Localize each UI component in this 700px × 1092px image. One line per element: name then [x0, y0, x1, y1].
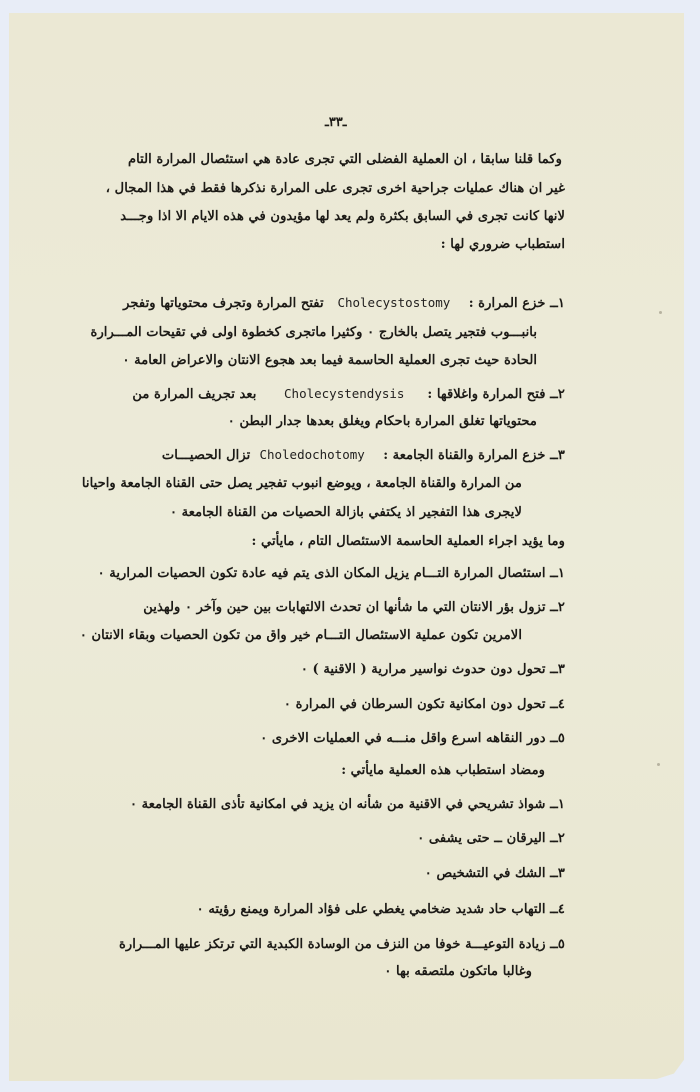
- contra-item-5: [119, 937, 565, 952]
- procedure-text: تفتح المرارة وتجرف محتوياتها وتفجر: [123, 296, 324, 311]
- item-number: ١ــ: [550, 566, 565, 581]
- item-text: تحول دون حدوث نواسير مرارية ( الاقنية ) ٠: [300, 662, 546, 677]
- item-text: زيادة التوعيـــة خوفا من النزف من الوسادة الكبدية التي ترتكز عليها المـــرارة: [118, 937, 546, 952]
- item-text: الشك في التشخيص ٠: [424, 866, 546, 881]
- item-number: ٣ــ: [550, 866, 565, 881]
- item-number: ٢ــ: [550, 600, 565, 615]
- item-text: دور النقاهه اسرع واقل منـــه في العمليات الاخرى ٠: [260, 731, 546, 746]
- support-item-2-line-2: الامرين تكون عملية الاستئصال التـــام خير واق من تكون الحصيات وبقاء الانتان ٠: [79, 628, 522, 643]
- item-number: ٣ــ: [550, 662, 565, 677]
- support-item-2: [143, 600, 565, 615]
- contra-item-1: [130, 797, 565, 812]
- procedure-3-line-3: لايجرى هذا التفجير اذ يكتفي بازالة الحصيات من القناة الجامعة ٠: [169, 505, 522, 520]
- procedure-2-line-2: محتوياتها تغلق المرارة باحكام ويغلق بعدها جدار البطن ٠: [227, 414, 537, 429]
- contra-item-4: [197, 902, 565, 917]
- support-item-1: [98, 566, 565, 581]
- procedure-latin-term: Choledochotomy: [259, 447, 365, 462]
- procedure-latin-term: Cholecystostomy: [337, 295, 451, 310]
- procedure-number: ٢ــ: [550, 387, 565, 402]
- paper-speck: [657, 763, 660, 766]
- item-number: ٤ــ: [550, 902, 565, 917]
- item-text: تزول بؤر الانتان التي ما شأنها ان تحدث الالتهابات بين حين وآخر ٠ ولهذين: [143, 600, 546, 615]
- page-number: ـ٣٣ـ: [325, 115, 347, 130]
- procedure-1-line-2: بانبـــوب فتجير يتصل بالخارج ٠ وكثيرا ماتجرى كخطوة اولى في تقيحات المـــرارة: [90, 325, 537, 340]
- procedure-3-line-2: من المرارة والقناة الجامعة ، ويوضع انبوب تفجير يصل حتى القناة الجامعة واحيانا: [81, 476, 522, 491]
- intro-line-4: استطباب ضروري لها :: [440, 237, 565, 252]
- contra-heading: ومضاد استطباب هذه العملية مايأتي :: [341, 763, 545, 778]
- contra-item-5-line-2: وغالبا ماتكون ملتصقه بها ٠: [384, 964, 532, 979]
- item-text: التهاب حاد شديد ضخامي يغطي على فؤاد المرارة ويمنع رؤيته ٠: [196, 902, 546, 917]
- procedure-title: فتح المرارة واغلاقها :: [427, 387, 546, 402]
- item-text: استئصال المرارة التـــام يزيل المكان الذى يتم فيه عادة تكون الحصيات المرارية ٠: [97, 566, 546, 581]
- item-number: ٥ــ: [550, 937, 565, 952]
- item-number: ١ــ: [550, 797, 565, 812]
- intro-line-1: وكما قلنا سابقا ، ان العملية الفضلى التي تجرى عادة هي استئصال المرارة التام: [127, 152, 562, 167]
- contra-item-2: [417, 831, 565, 846]
- procedure-text: تزال الحصيـــات: [161, 448, 251, 463]
- intro-line-2: غير ان هناك عمليات جراحية اخرى تجرى على المرارة نذكرها فقط في هذا المجال ،: [105, 181, 565, 196]
- procedure-2-heading: [132, 386, 565, 402]
- procedure-latin-term: Cholecystendysis: [284, 386, 405, 401]
- procedure-title: خزع المرارة :: [468, 296, 546, 311]
- support-item-4: [284, 697, 565, 712]
- procedure-1-heading: [123, 295, 565, 311]
- support-heading: وما يؤيد اجراء العملية الحاسمة الاستئصال التام ، مايأتي :: [251, 534, 565, 549]
- procedure-number: ٣ــ: [550, 448, 565, 463]
- item-text: اليرقان ــ حتى يشفى ٠: [417, 831, 546, 846]
- paper-speck: [659, 311, 662, 314]
- support-item-3: [301, 662, 565, 677]
- procedure-number: ١ــ: [550, 296, 565, 311]
- item-number: ٢ــ: [550, 831, 565, 846]
- contra-item-3: [425, 866, 565, 881]
- procedure-3-heading: [162, 447, 565, 463]
- procedure-title: خزع المرارة والقناة الجامعة :: [383, 448, 546, 463]
- item-text: شواذ تشريحي في الاقنية من شأنه ان يزيد في امكانية تأذى القناة الجامعة ٠: [130, 797, 546, 812]
- intro-line-3: لانها كانت تجرى في السابق بكثرة ولم يعد لها مؤيدون في هذه الايام الا اذا وجـــد: [120, 209, 565, 224]
- item-text: تحول دون امكانية تكون السرطان في المرارة ٠: [283, 697, 546, 712]
- item-number: ٥ــ: [550, 731, 565, 746]
- support-item-5: [260, 731, 565, 746]
- procedure-1-line-3: الحادة حيث تجرى العملية الحاسمة فيما بعد هجوع الانتان والاعراض العامة ٠: [122, 353, 537, 368]
- procedure-text: بعد تجريف المرارة من: [132, 387, 257, 402]
- item-number: ٤ــ: [550, 697, 565, 712]
